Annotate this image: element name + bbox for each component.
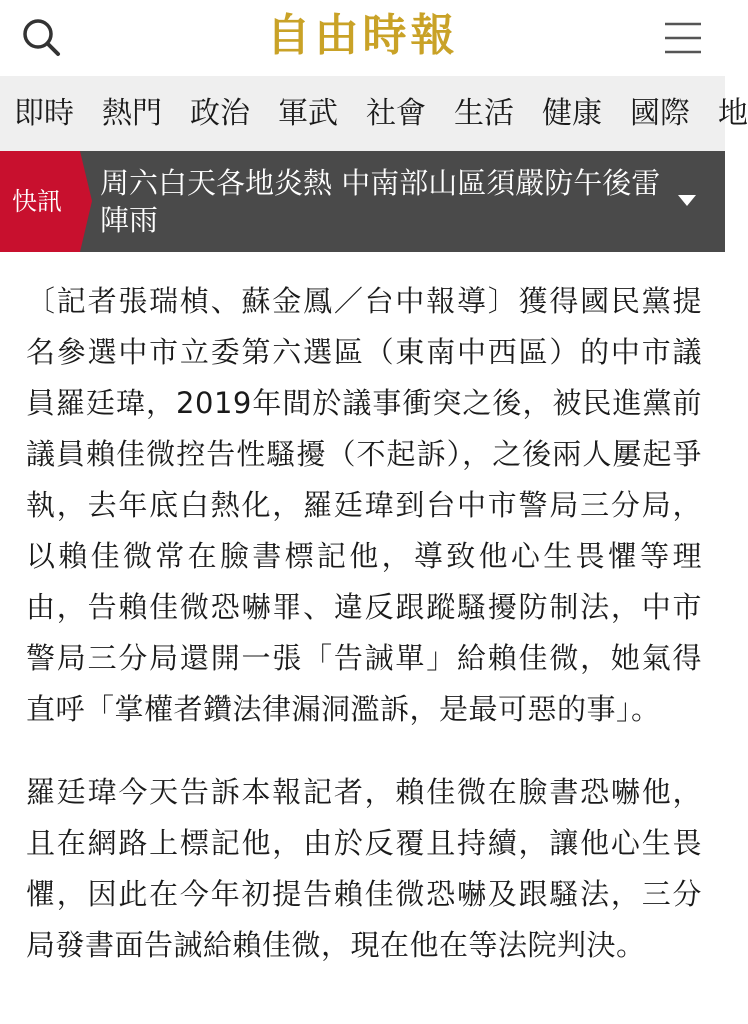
nav-item-popular[interactable]: 熱門 xyxy=(102,96,162,131)
nav-item-military[interactable]: 軍武 xyxy=(278,96,338,131)
breaking-news-headline[interactable]: 周六白天各地炎熱 中南部山區須嚴防午後雷陣雨 xyxy=(100,166,661,237)
menu-button[interactable] xyxy=(661,16,705,60)
nav-item-health[interactable]: 健康 xyxy=(542,96,602,131)
nav-item-instant[interactable]: 即時 xyxy=(14,96,74,131)
category-nav xyxy=(0,76,748,151)
breaking-news-ticker[interactable] xyxy=(0,151,725,252)
nav-item-society[interactable]: 社會 xyxy=(366,96,426,131)
article-paragraph: 〔記者張瑞楨、蘇金鳳／台中報導〕獲得國民黨提名參選中市立委第六選區（東南中西區）的中市議員羅廷瑋，2019年間於議事衝突之後，被民進黨前議員賴佳微控告性騷擾（不起訴），之後兩人屢起爭執，去年底白熱化，羅廷瑋到台中市警局三分局，以賴佳微常在臉書標記他，導致他心生畏懼等理由，告賴佳微恐嚇罪、違反跟蹤騷擾防制法，中市警局三分局還開一張「告誡單」給賴佳微，她氣得直呼「掌權者鑽法律漏洞濫訴，是最可惡的事」。 xyxy=(26,284,702,726)
nav-item-international[interactable]: 國際 xyxy=(630,96,690,131)
logo-text: 自由時報 xyxy=(266,10,459,61)
hamburger-menu-icon xyxy=(661,16,705,60)
chevron-down-icon[interactable] xyxy=(678,195,696,206)
nav-item-politics[interactable]: 政治 xyxy=(190,96,250,131)
breaking-news-label: 快訊 xyxy=(12,187,63,216)
nav-item-life[interactable]: 生活 xyxy=(454,96,514,131)
top-header xyxy=(0,0,725,76)
site-logo[interactable] xyxy=(0,6,725,66)
article-paragraph: 羅廷瑋今天告訴本報記者，賴佳微在臉書恐嚇他，且在網路上標記他，由於反覆且持續，讓他心生畏懼，因此在今年初提告賴佳微恐嚇及跟騷法，三分局發書面告誡給賴佳微，現在他在等法院判決。 xyxy=(26,775,702,962)
article-body xyxy=(26,276,702,1003)
nav-item-local[interactable]: 地 xyxy=(718,96,748,131)
